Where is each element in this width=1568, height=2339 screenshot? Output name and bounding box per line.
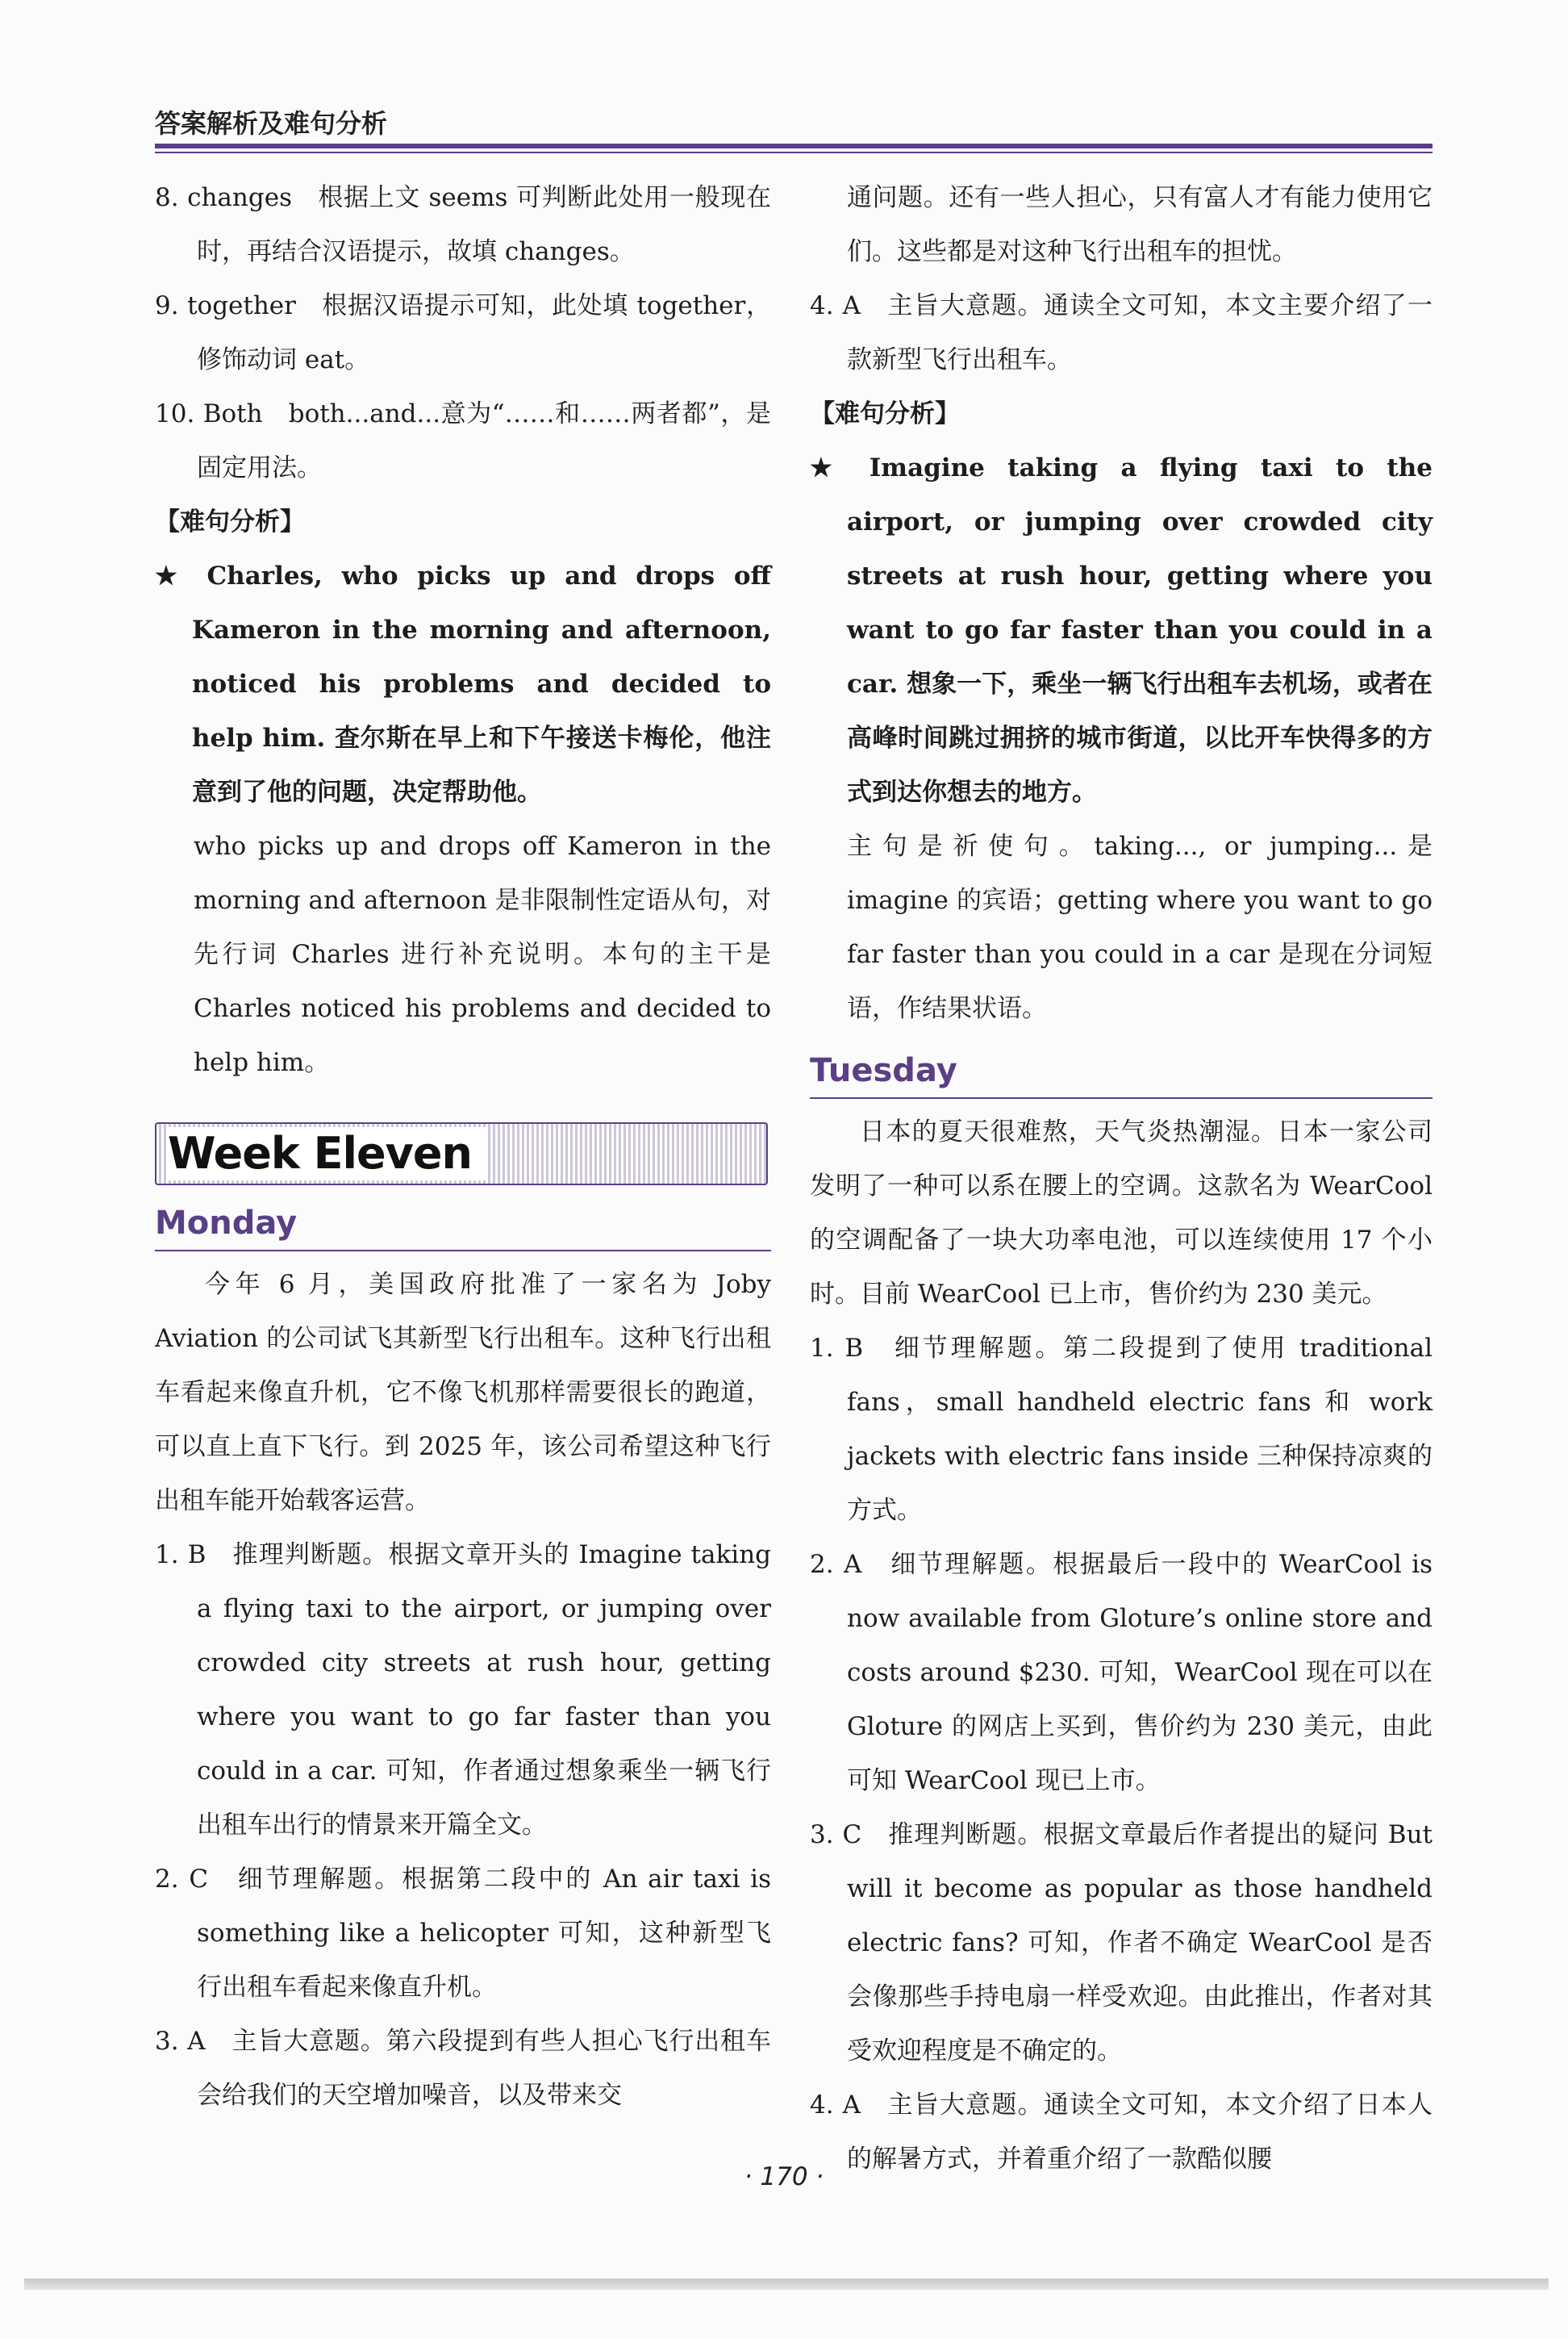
answer-item-9: 9. together 根据汉语提示可知，此处填 together，修饰动词 eat。 [155,291,771,374]
header-rule-thick [155,144,1432,148]
answer-item-1: 1. B 细节理解题。第二段提到了使用 traditional fans，small handheld electric fans 和 work jackets with electric fans inside 三种保持凉爽的方式。 [810,1334,1432,1525]
difficult-sentence-heading: 【难句分析】 [810,399,960,428]
day-title-rule [810,1097,1432,1099]
passage-summary: 日本的夏天很难熬，天气炎热潮湿。日本一家公司发明了一种可以系在腰上的空调。这款名为 WearCool 的空调配备了一块大功率电池，可以连续使用 17 个小时。目前 WearCool 已上市，售价约为 230 美元。 [810,1117,1432,1309]
answer-item-10: 10. Both both...and...意为“……和……两者都”，是固定用法。 [155,399,771,482]
passage-summary: 今年 6 月，美国政府批准了一家名为 Joby Aviation 的公司试飞其新型飞行出租车。这种飞行出租车看起来像直升机，它不像飞机那样需要很长的跑道，可以直上直下飞行。到 2025 年，该公司希望这种飞行出租车能开始载客运营。 [155,1270,771,1515]
header-rule-thin [155,152,1432,153]
week-title-box [155,1122,768,1185]
difficult-sentence-explanation: who picks up and drops off Kameron in the morning and afternoon 是非限制性定语从句，对先行词 Charles 进行补充说明。本句的主干是 Charles noticed his problems and decided to help him。 [194,832,771,1077]
difficult-sentence-explanation: 主句是祈使句。taking..., or jumping...是 imagine 的宾语；getting where you want to go far faster than you could in a car 是现在分词短语，作结果状语。 [847,832,1432,1023]
bottom-edge-band [24,2278,1549,2290]
difficult-sentence: ★ Charles, who picks up and drops off Kameron in the morning and afternoon, noticed his problems and decided to help him. 查尔斯在早上和下午接送卡梅伦，他注意到了他的问题，决定帮助他。 [155,562,771,807]
answer-item-2: 2. A 细节理解题。根据最后一段中的 WearCool is now available from Gloture’s online store and costs around $230. 可知，WearCool 现在可以在 Gloture 的网店上买到，售价约为 230 美元，由此可知 WearCool 现已上市。 [810,1550,1432,1795]
answer-item-1: 1. B 推理判断题。根据文章开头的 Imagine taking a flying taxi to the airport, or jumping over crowded city streets at rush hour, getting where you want to go far faster than you could in a car. 可知，作者通过想象乘坐一辆飞行出租车出行的情景来开篇全文。 [155,1540,771,1840]
right-column [810,171,1432,2187]
running-head: 答案解析及难句分析 [155,108,388,139]
left-column [155,171,771,2123]
day-title-rule [155,1250,771,1251]
difficult-sentence: ★ Imagine taking a flying taxi to the airport, or jumping over crowded city streets at rush hour, getting where you want to go far faster than you could in a car. 想象一下，乘坐一辆飞行出租车去机场，或者在高峰时间跳过拥挤的城市街道，以比开车快得多的方式到达你想去的地方。 [810,453,1432,807]
week-title: Week Eleven [168,1127,486,1180]
answer-item-8: 8. changes 根据上文 seems 可判断此处用一般现在时，再结合汉语提示，故填 changes。 [155,183,771,266]
answer-item-2: 2. C 细节理解题。根据第二段中的 An air taxi is something like a helicopter 可知，这种新型飞行出租车看起来像直升机。 [155,1865,771,2002]
answer-item-3: 3. A 主旨大意题。第六段提到有些人担心飞行出租车会给我们的天空增加噪音，以及带来交 [155,2027,771,2110]
day-title-monday: Monday [155,1205,298,1242]
answer-item-4: 4. A 主旨大意题。通读全文可知，本文主要介绍了一款新型飞行出租车。 [810,291,1432,374]
difficult-sentence-heading: 【难句分析】 [155,507,305,537]
answer-item-3-continued: 通问题。还有一些人担心，只有富人才有能力使用它们。这些都是对这种飞行出租车的担忧。 [847,183,1432,266]
page-number: · 170 · [744,2162,824,2191]
answer-item-4: 4. A 主旨大意题。通读全文可知，本文介绍了日本人的解暑方式，并着重介绍了一款酷似腰 [810,2090,1432,2174]
answer-item-3: 3. C 推理判断题。根据文章最后作者提出的疑问 But will it become as popular as those handheld electric fans? 可知，作者不确定 WearCool 是否会像那些手持电扇一样受欢迎。由此推出，作者对其受欢迎程度是不确定的。 [810,1820,1432,2065]
day-title-tuesday: Tuesday [810,1052,957,1089]
